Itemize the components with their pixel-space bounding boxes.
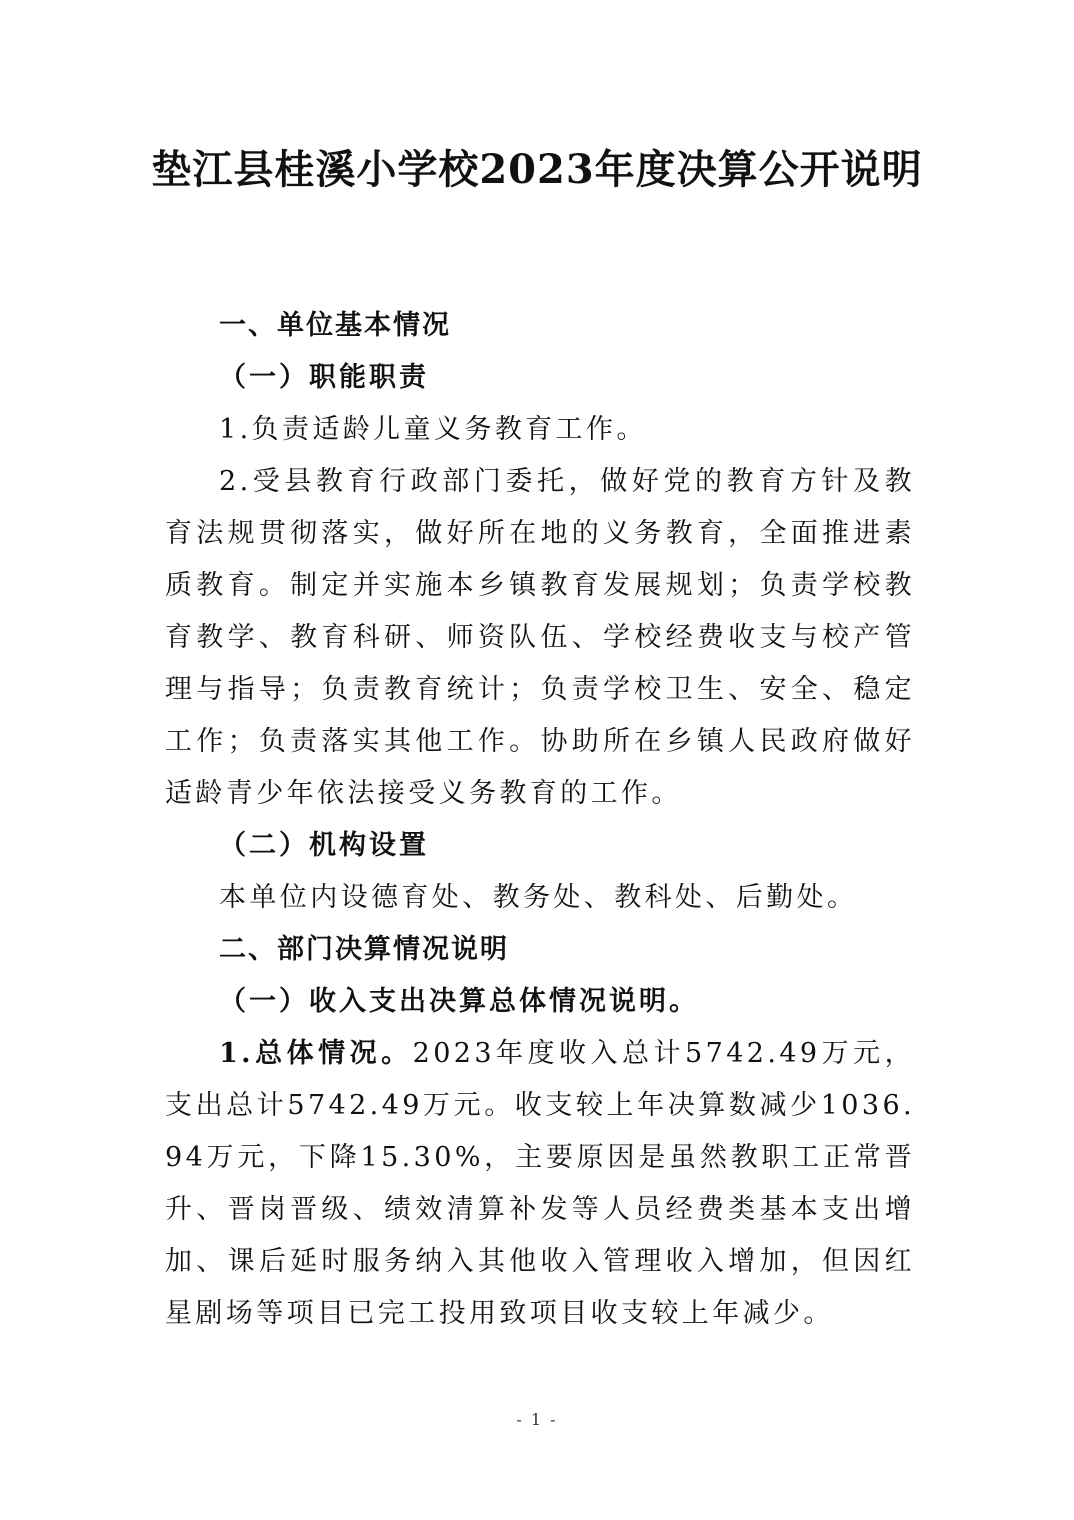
overall-situation-lead: 1.总体情况。 xyxy=(219,1038,413,1069)
paragraph-overall-situation xyxy=(165,1028,915,1340)
subsection-heading-organization: （二）机构设置 xyxy=(219,830,429,861)
paragraph-function-item-1: 1.负责适龄儿童义务教育工作。 xyxy=(219,414,647,445)
paragraph-organization: 本单位内设德育处、教务处、教科处、后勤处。 xyxy=(219,882,858,913)
document-title: 垫江县桂溪小学校2023年度决算公开说明 xyxy=(151,146,923,193)
page-number: - 1 - xyxy=(516,1410,558,1429)
section-heading-basic-info: 一、单位基本情况 xyxy=(219,310,451,341)
paragraph-function-item-2: 2.受县教育行政部门委托，做好党的教育方针及教育法规贯彻落实，做好所在地的义务教育，全面推进素质教育。制定并实施本乡镇教育发展规划；负责学校教育教学、教育科研、师资队伍、学校经费收支与校产管理与指导；负责教育统计；负责学校卫生、安全、稳定工作；负责落实其他工作。协助所在乡镇人民政府做好适龄青少年依法接受义务教育的工作。 xyxy=(165,466,915,809)
document-body xyxy=(165,300,915,1340)
section-heading-final-accounts: 二、部门决算情况说明 xyxy=(219,934,509,965)
overall-situation-text: 2023年度收入总计5742.49万元，支出总计5742.49万元。收支较上年决算数减少1036.94万元，下降15.30%，主要原因是虽然教职工正常晋升、晋岗晋级、绩效清算补发等人员经费类基本支出增加、课后延时服务纳入其他收入管理收入增加，但因红星剧场等项目已完工投用致项目收支较上年减少。 xyxy=(165,1038,915,1329)
subsection-heading-functions: （一）职能职责 xyxy=(219,362,429,393)
subsection-heading-income-expenditure: （一）收入支出决算总体情况说明。 xyxy=(219,986,699,1017)
